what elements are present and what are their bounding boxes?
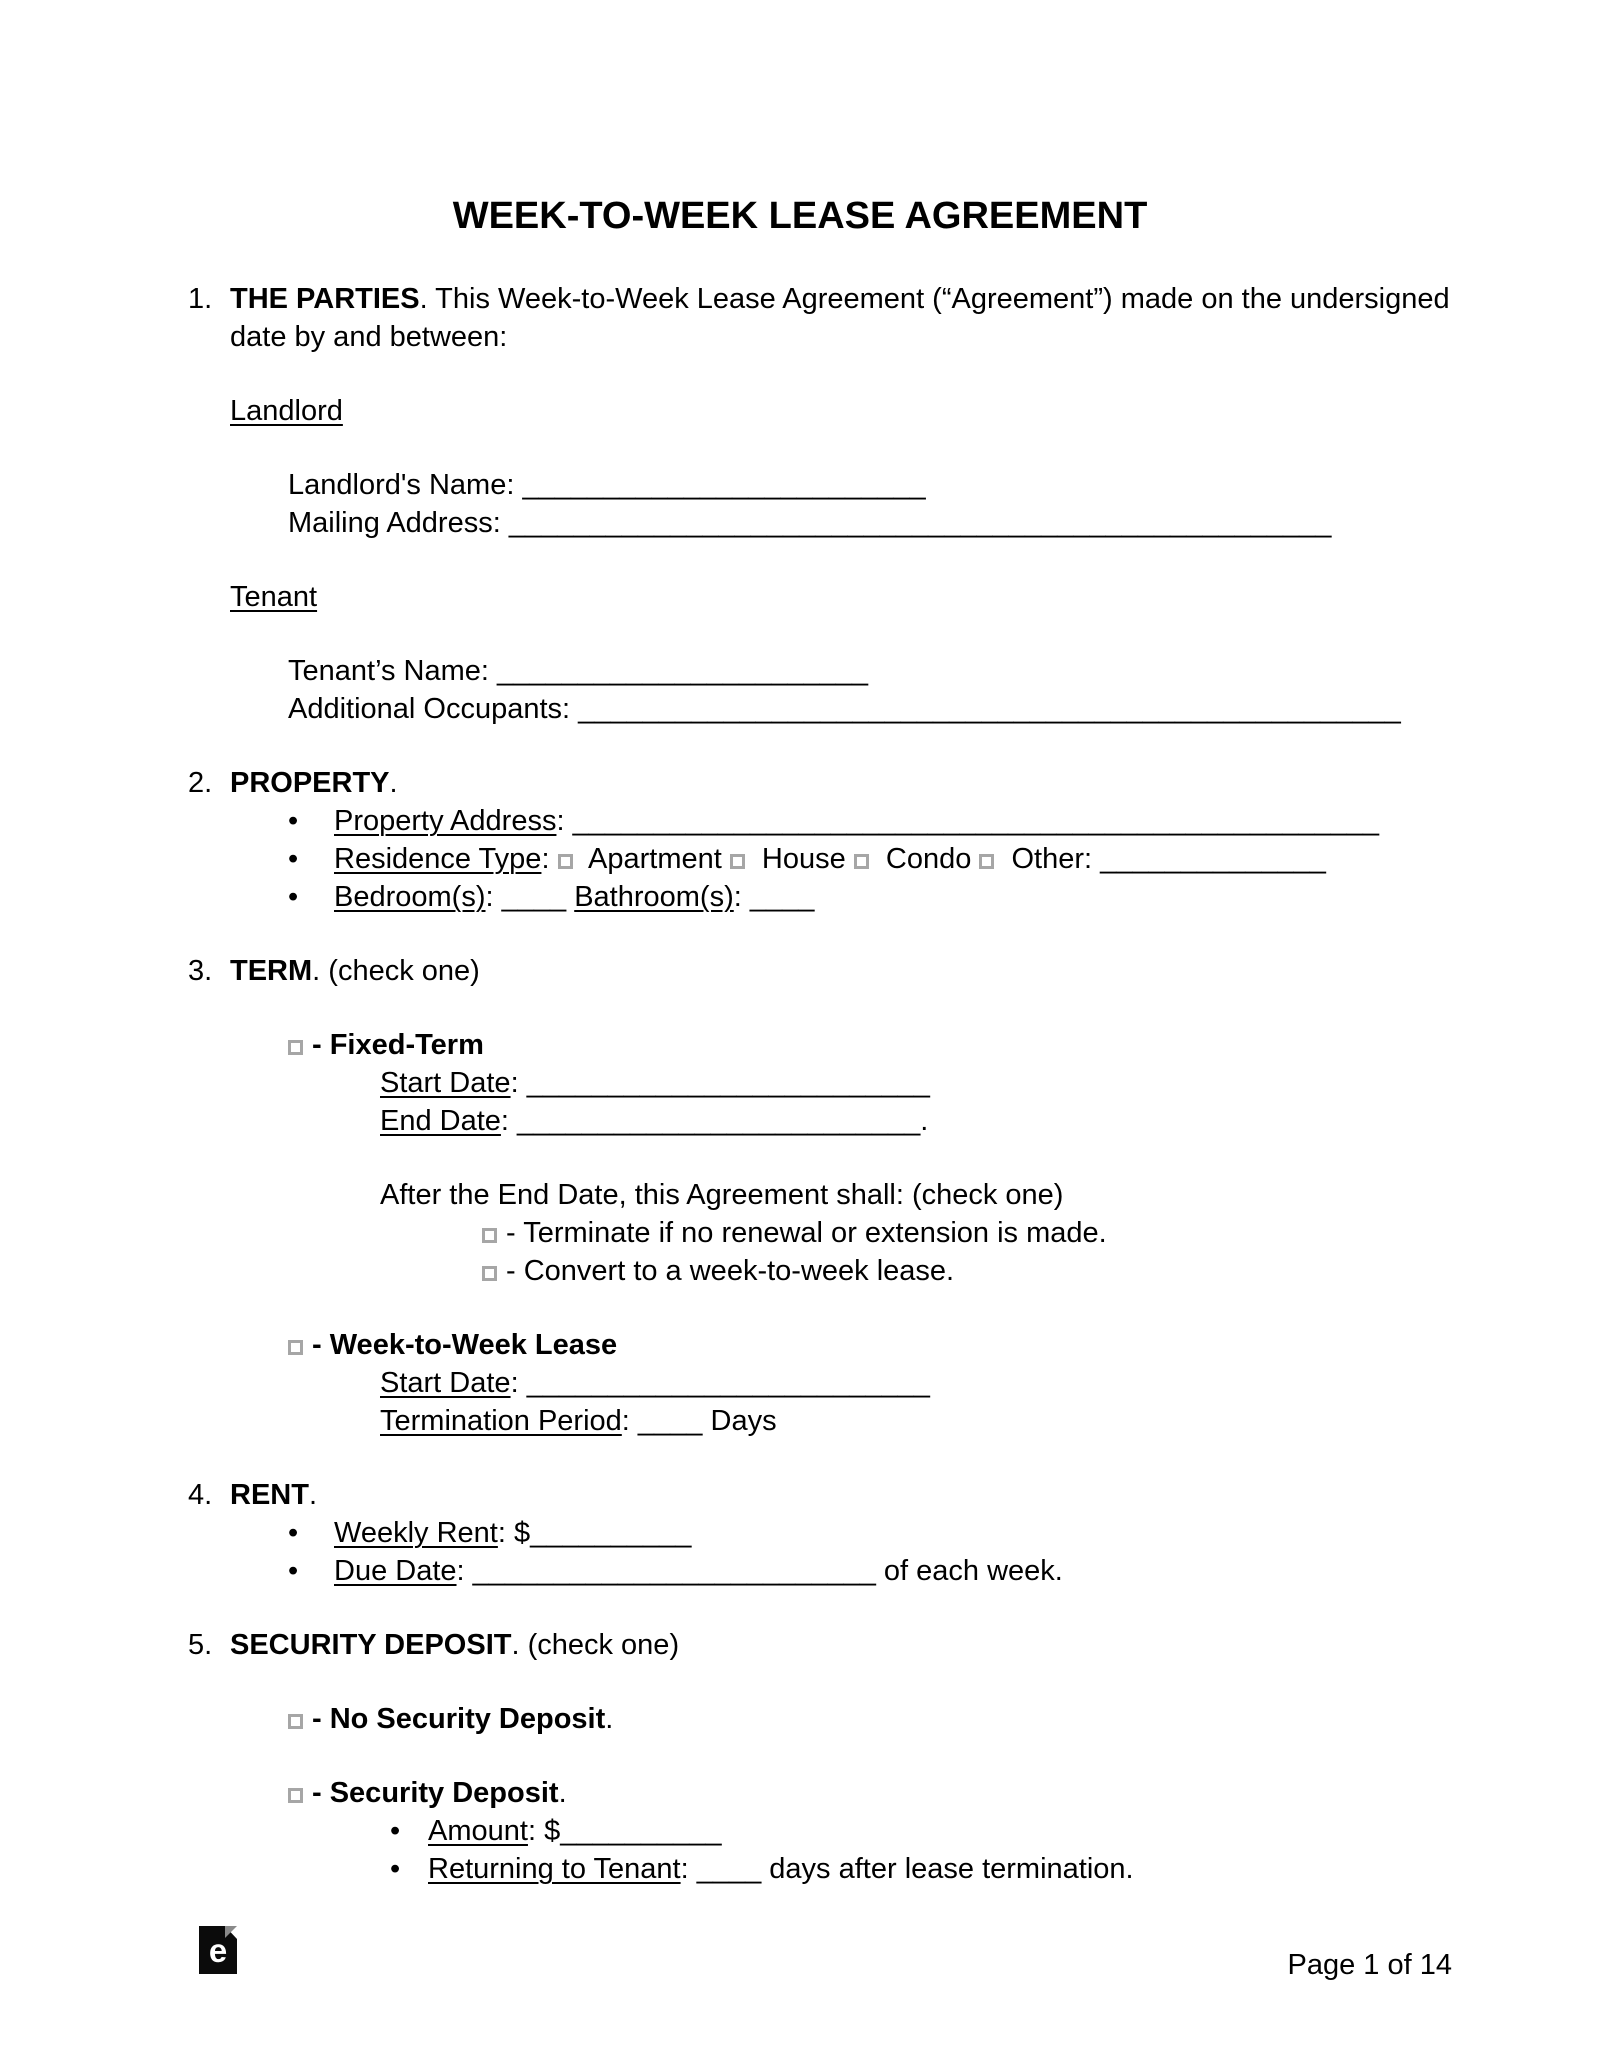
convert-option xyxy=(482,1252,1450,1290)
text-segment: : $ xyxy=(497,1517,531,1549)
field-termination-period[interactable]: ____ xyxy=(637,1405,703,1437)
text-segment: Due Date xyxy=(334,1555,457,1587)
text-segment: . xyxy=(308,1479,318,1511)
checkbox-no-security-deposit[interactable] xyxy=(288,1714,303,1729)
text-segment: Condo xyxy=(877,843,980,875)
bullet-icon: • xyxy=(288,843,299,875)
text-segment: - Fixed-Term xyxy=(312,1029,484,1061)
bullet-icon: • xyxy=(288,881,299,913)
list-number: 3. xyxy=(188,955,213,987)
field-property-address[interactable]: __________________________________________________ xyxy=(572,805,1379,837)
field-residence-other[interactable]: ______________ xyxy=(1100,843,1326,875)
text-segment: . xyxy=(920,1105,929,1137)
w2w-start-date-line xyxy=(380,1364,1450,1402)
list-number: 2. xyxy=(188,767,213,799)
text-segment: Landlord xyxy=(230,395,343,427)
eforms-logo xyxy=(199,1926,237,1974)
spacer xyxy=(0,1140,1600,1176)
deposit-amount-item xyxy=(390,1812,1450,1850)
weekly-rent-item xyxy=(288,1514,1450,1552)
text-segment: Start Date xyxy=(380,1067,511,1099)
text-segment: : xyxy=(456,1555,473,1587)
checkbox-terminate[interactable] xyxy=(482,1228,497,1243)
spacer xyxy=(0,990,1600,1026)
text-segment: Tenant’s Name: xyxy=(288,655,498,687)
text-segment: TERM xyxy=(230,955,313,987)
fixed-term-option xyxy=(288,1026,1450,1064)
section-2-property xyxy=(188,764,1450,802)
tenant-heading xyxy=(230,578,1450,616)
spacer xyxy=(0,916,1600,952)
text-segment: Property Address xyxy=(334,805,557,837)
spacer xyxy=(0,1590,1600,1626)
text-segment: . xyxy=(605,1703,614,1735)
property-address-item xyxy=(288,802,1450,840)
fixed-start-date-line xyxy=(380,1064,1450,1102)
field-deposit-amount[interactable]: __________ xyxy=(560,1815,722,1847)
landlord-heading xyxy=(230,392,1450,430)
checkbox-convert[interactable] xyxy=(482,1266,497,1281)
field-due-date[interactable]: _________________________ xyxy=(472,1555,876,1587)
text-segment: . xyxy=(389,767,398,799)
text-segment: : xyxy=(621,1405,638,1437)
checkbox-apartment[interactable] xyxy=(558,854,573,869)
field-landlord-name[interactable]: _________________________ xyxy=(522,469,926,501)
text-segment: - Terminate if no renewal or extension is made. xyxy=(506,1217,1107,1249)
list-number: 1. xyxy=(188,283,213,315)
field-returning-days[interactable]: ____ xyxy=(696,1853,762,1885)
security-deposit-option xyxy=(288,1774,1450,1812)
logo-letter: e xyxy=(208,1932,228,1969)
text-segment: Residence Type xyxy=(334,843,542,875)
fixed-end-date-line xyxy=(380,1102,1450,1140)
text-segment: Bathroom(s) xyxy=(574,881,734,913)
residence-type-item xyxy=(288,840,1450,878)
due-date-item xyxy=(288,1552,1450,1590)
text-segment: : xyxy=(541,843,558,875)
field-tenant-name[interactable]: _______________________ xyxy=(497,655,868,687)
bullet-icon: • xyxy=(288,1555,299,1587)
document-title: WEEK-TO-WEEK LEASE AGREEMENT xyxy=(452,195,1148,237)
text-segment xyxy=(566,881,574,913)
field-mailing-address[interactable]: ___________________________________________________ xyxy=(508,507,1332,539)
field-fixed-end-date[interactable]: _________________________ xyxy=(517,1105,921,1137)
termination-period-line xyxy=(380,1402,1450,1440)
spacer xyxy=(0,616,1600,652)
spacer xyxy=(0,356,1600,392)
spacer xyxy=(0,1440,1600,1476)
text-segment: Weekly Rent xyxy=(334,1517,498,1549)
text-segment: SECURITY DEPOSIT xyxy=(230,1629,512,1661)
additional-occupants-line xyxy=(288,690,1450,728)
section-5-security-deposit xyxy=(188,1626,1450,1664)
checkbox-fixed-term[interactable] xyxy=(288,1040,303,1055)
text-segment: : xyxy=(500,1105,518,1137)
checkbox-house[interactable] xyxy=(730,854,745,869)
page-number: Page 1 of 14 xyxy=(1287,1949,1452,1981)
field-additional-occupants[interactable]: ___________________________________________________ xyxy=(578,693,1401,725)
checkbox-security-deposit[interactable] xyxy=(288,1788,303,1803)
list-number: 4. xyxy=(188,1479,213,1511)
no-security-deposit-option xyxy=(288,1700,1450,1738)
text-segment: : xyxy=(733,881,750,913)
text-segment: : xyxy=(510,1367,527,1399)
text-segment: Bedroom(s) xyxy=(334,881,486,913)
text-segment: Tenant xyxy=(230,581,318,613)
text-segment: - Security Deposit xyxy=(312,1777,559,1809)
text-segment: RENT xyxy=(230,1479,309,1511)
bullet-icon: • xyxy=(288,1517,299,1549)
returning-to-tenant-item xyxy=(390,1850,1450,1888)
text-segment: . xyxy=(558,1777,567,1809)
spacer xyxy=(0,542,1600,578)
text-segment: End Date xyxy=(380,1105,501,1137)
field-weekly-rent[interactable]: __________ xyxy=(530,1517,692,1549)
text-segment: Apartment xyxy=(581,843,730,875)
text-segment: : xyxy=(510,1067,527,1099)
bullet-icon: • xyxy=(390,1815,401,1847)
text-segment: Other: xyxy=(1003,843,1101,875)
text-segment: . (check one) xyxy=(312,955,480,987)
text-segment: - Convert to a week-to-week lease. xyxy=(506,1255,955,1287)
text-segment: : $ xyxy=(527,1815,561,1847)
after-end-date-line xyxy=(380,1176,1450,1214)
field-bathrooms[interactable]: ____ xyxy=(749,881,815,913)
text-segment: Termination Period xyxy=(380,1405,622,1437)
text-segment: Returning to Tenant xyxy=(428,1853,681,1885)
spacer xyxy=(0,728,1600,764)
text-segment: Amount xyxy=(428,1815,528,1847)
checkbox-week-to-week[interactable] xyxy=(288,1340,303,1355)
list-number: 5. xyxy=(188,1629,213,1661)
landlord-name-line xyxy=(288,466,1450,504)
spacer xyxy=(0,1664,1600,1700)
bullet-icon: • xyxy=(390,1853,401,1885)
text-segment: . This Week-to-Week Lease Agreement (“Agreement”) made on the undersigned date by and between: xyxy=(230,283,1450,353)
section-3-term xyxy=(188,952,1450,990)
text-segment: House xyxy=(753,843,854,875)
field-fixed-start-date[interactable]: _________________________ xyxy=(526,1067,930,1099)
spacer xyxy=(0,1290,1600,1326)
tenant-name-line xyxy=(288,652,1450,690)
spacer xyxy=(0,1738,1600,1774)
text-segment: : xyxy=(485,881,502,913)
section-1-the-parties xyxy=(188,280,1450,356)
text-segment: THE PARTIES xyxy=(230,283,420,315)
text-segment: Landlord's Name: xyxy=(288,469,523,501)
field-bedrooms[interactable]: ____ xyxy=(501,881,567,913)
mailing-address-line xyxy=(288,504,1450,542)
bedrooms-bathrooms-item xyxy=(288,878,1450,916)
field-w2w-start-date[interactable]: _________________________ xyxy=(526,1367,930,1399)
document-body xyxy=(0,280,1600,1888)
spacer xyxy=(0,430,1600,466)
text-segment: : xyxy=(680,1853,697,1885)
text-segment: Mailing Address: xyxy=(288,507,509,539)
section-4-rent xyxy=(188,1476,1450,1514)
text-segment: Days xyxy=(702,1405,777,1437)
text-segment: . (check one) xyxy=(511,1629,680,1661)
text-segment: - Week-to-Week Lease xyxy=(312,1329,618,1361)
text-segment: Additional Occupants: xyxy=(288,693,579,725)
text-segment: of each week. xyxy=(875,1555,1063,1587)
bullet-icon: • xyxy=(288,805,299,837)
text-segment: PROPERTY xyxy=(230,767,390,799)
text-segment: After the End Date, this Agreement shall: (check one) xyxy=(380,1179,1064,1211)
terminate-option xyxy=(482,1214,1450,1252)
text-segment: days after lease termination. xyxy=(761,1853,1134,1885)
text-segment: Start Date xyxy=(380,1367,511,1399)
week-to-week-option xyxy=(288,1326,1450,1364)
checkbox-other[interactable] xyxy=(979,854,994,869)
text-segment: : xyxy=(556,805,573,837)
checkbox-condo[interactable] xyxy=(854,854,869,869)
text-segment: - No Security Deposit xyxy=(312,1703,606,1735)
